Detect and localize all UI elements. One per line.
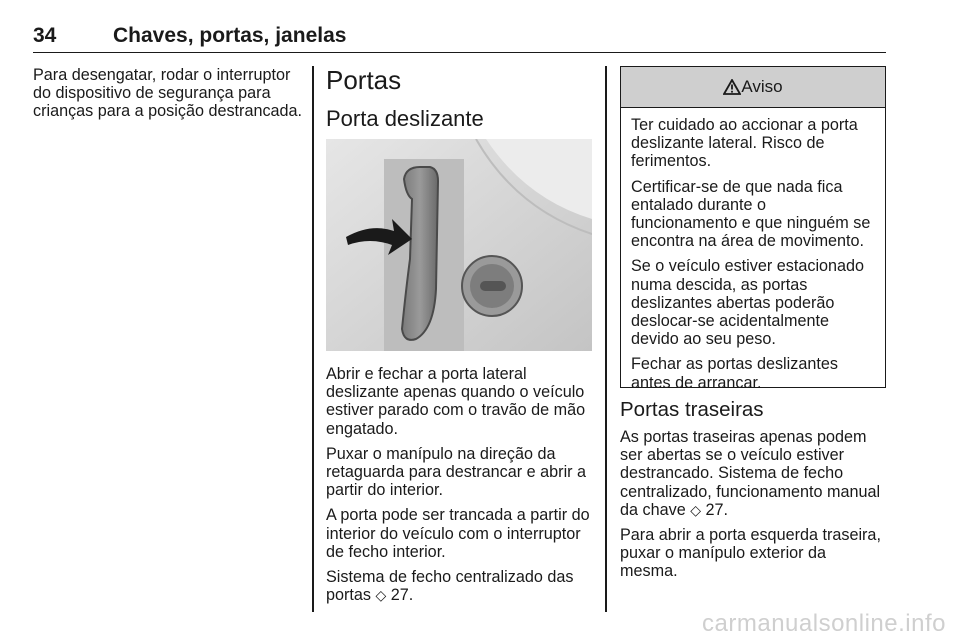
door-handle-arrow-icon (326, 139, 592, 351)
warning-box (620, 66, 886, 392)
column-2 (326, 66, 598, 131)
paragraph (620, 428, 888, 519)
rear-doors-text: As portas traseiras apenas podem ser abertas se o veículo estiver destrancado. Sistema de fecho centralizado, funcionamento manual da chave (620, 428, 881, 519)
warning-paragraph: Se o veículo estiver estacionado numa descida, as portas deslizantes abertas poderão deslocar-se acidentalmente devido ao seu peso. (631, 257, 865, 349)
column-3-body (620, 398, 888, 588)
paragraph: Puxar o manípulo na direção da retaguarda para destrancar e abrir a partir do interior. (326, 444, 587, 500)
warning-paragraph: Ter cuidado ao accionar a porta deslizante lateral. Risco de ferimentos. (631, 116, 858, 171)
central-locking-text: Sistema de fecho centralizado das portas (326, 568, 574, 605)
warning-body (621, 108, 885, 392)
child-lock-paragraph: Para desengatar, rodar o interruptor do dispositivo de segurança para crianças para a posição destrancada. (33, 66, 303, 121)
warning-header (621, 67, 885, 108)
page-number: 34 (33, 24, 57, 47)
paragraph (326, 568, 598, 604)
rear-doors-heading: Portas traseiras (620, 398, 764, 421)
page-reference-icon: ◇ (375, 587, 387, 604)
chapter-title: Chaves, portas, janelas (113, 24, 347, 47)
warning-paragraph: Fechar as portas deslizantes antes de arrancar. (631, 355, 838, 392)
page-reference: 27. (390, 586, 414, 605)
page-reference: 27. (705, 500, 728, 519)
column-divider-2 (605, 66, 607, 612)
paragraph: Abrir e fechar a porta lateral deslizante apenas quando o veículo estiver parado com o travão de mão engatado. (326, 365, 586, 438)
page-header (33, 18, 886, 53)
column-2-body (326, 365, 598, 611)
subsection-heading: Porta deslizante (326, 106, 484, 131)
column-divider-1 (312, 66, 314, 612)
page-reference-icon: ◇ (690, 501, 701, 518)
warning-triangle-icon (723, 79, 741, 95)
section-heading: Portas (326, 65, 402, 95)
warning-paragraph: Certificar-se de que nada fica entalado durante o funcionamento e que ninguém se encontra na área de movimento. (631, 177, 871, 251)
column-1 (33, 66, 305, 128)
paragraph: Para abrir a porta esquerda traseira, puxar o manípulo exterior da mesma. (620, 526, 881, 581)
sliding-door-handle-illustration (326, 139, 592, 351)
paragraph: A porta pode ser trancada a partir do interior do veículo com o interruptor de fecho interior. (326, 506, 590, 561)
watermark: carmanualsonline.info (702, 610, 946, 637)
warning-title: Aviso (741, 77, 783, 96)
